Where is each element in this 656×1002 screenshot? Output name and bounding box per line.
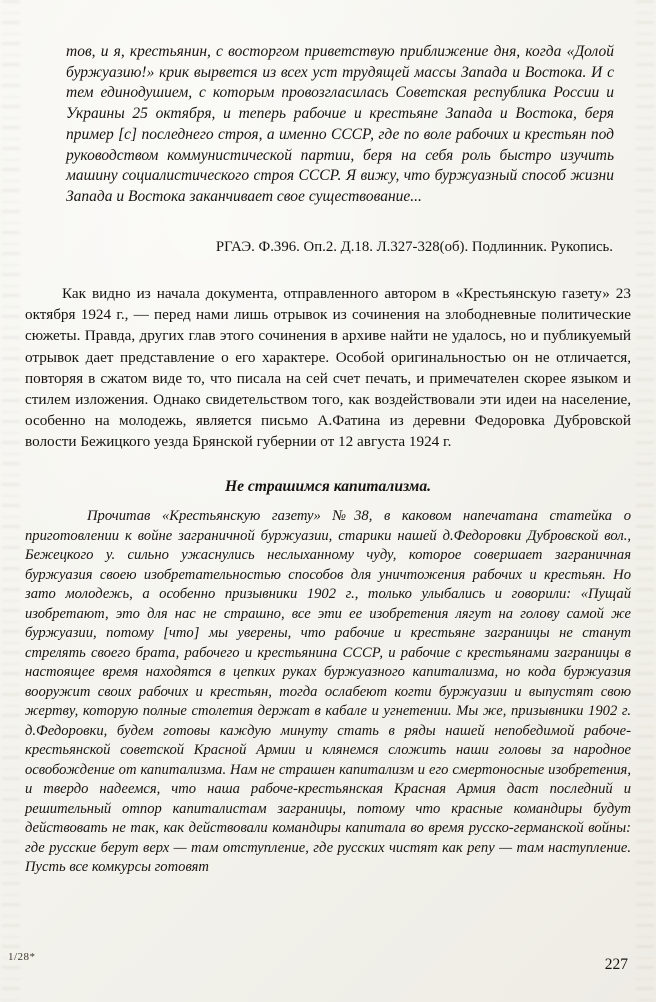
letter-body: Прочитав «Крестьянскую газету» №38, в каковом напечатана статейка о приготовлении к войне заграничной буржуазии, старики нашей д.Федоровки Дубровской вол., Бежецкого у. сильно ужаснулись неслыханному чуду, которое совершает заграничная буржуазия своею изобретательностью способов для уничтожения рабочих и крестьян. Но зато молодежь, а особенно призывники 1902 г., только улыбались и говорили: «Пущай изобретают, это для нас не страшно, все эти ее изобретения лягут на голову самой же буржуазии, потому [что] мы уверены, что рабочие и крестьяне заграницы не станут стрелять своего брата, рабочего и крестьянина СССР, и рабочие с крестьянами заграницы в настоящее время находятся в цепких руках буржуазного капитализма, но кода буржуазия вооружит своих рабочих и крестьян, тогда ослабеют когти буржуазии и выпустят свою жертву, которую полные столетия держат в кабале и угнетении. Мы же, призывники 1902 г. д.Федоровки, будем готовы каждую минуту стать в ряды нашей непобедимой рабоче-крестьянской советской Красной Армии и клянемся сложить наши головы за народное освобождение от капитализма. Нам не страшен капитализм и его смертоносные изобретения, и твердо надеемся, что наша рабоче-крестьянская Красная Армия даст последний и решительный отпор капиталистам заграницы, потому что красные командиры будут действовать не так, как действовали командиры капитала во время русско-германской войны: где русские берут верх — там отступление, где русских чистят как репу — там наступление. Пусть все комкурсы готовят (25, 508, 631, 875)
document-excerpt-quote: тов, и я, крестьянин, с восторгом приветствую приближение дня, когда «Долой буржуазию!» крик вырвется из всех уст трудящей массы Запада и Востока. И с тем единодушием, с которым провозгласилась Советская республика России и Украины 25 октября, и теперь рабочие и крестьяне Запада и Востока, беря пример [с] последнего строя, а именно СССР, где по воле рабочих и крестьян под руководством коммунистической партии, беря на себя роль быстро изучить машину социалистического строя СССР. Я вижу, что буржуазный способ жизни Запада и Востока заканчивает свое существование... (66, 43, 614, 205)
archive-reference: РГАЭ. Ф.396. Оп.2. Д.18. Л.327-328(об). Подлинник. Рукопись. (215, 239, 613, 255)
page-number: 227 (604, 956, 628, 973)
editorial-commentary: Как видно из начала документа, отправленного автором в «Крестьянскую газету» 23 октября 1924 г., — перед нами лишь отрывок из сочинения на злободневные политические сюжеты. Правда, других глав этого сочинения в архиве найти не удалось, но и публикуемый отрывок дает представление о его характере. Особой оригинальностью он не отличается, повторяя в сжатом виде то, что писала на сей счет печать, и примечателен скорее языком и стилем изложения. Однако свидетельством того, как воздействовали эти идеи на население, особенно на молодежь, является письмо А.Фатина из деревни Федоровка Дубровской волости Бежицкого уезда Брянской губернии от 12 августа 1924 г. (25, 285, 631, 451)
bleed-through-artifact-right (636, 0, 654, 1002)
letter-title: Не страшимся капитализма. (224, 478, 432, 495)
printers-signature-mark: 1/28* (8, 951, 36, 963)
bleed-through-artifact-left (2, 0, 20, 1002)
